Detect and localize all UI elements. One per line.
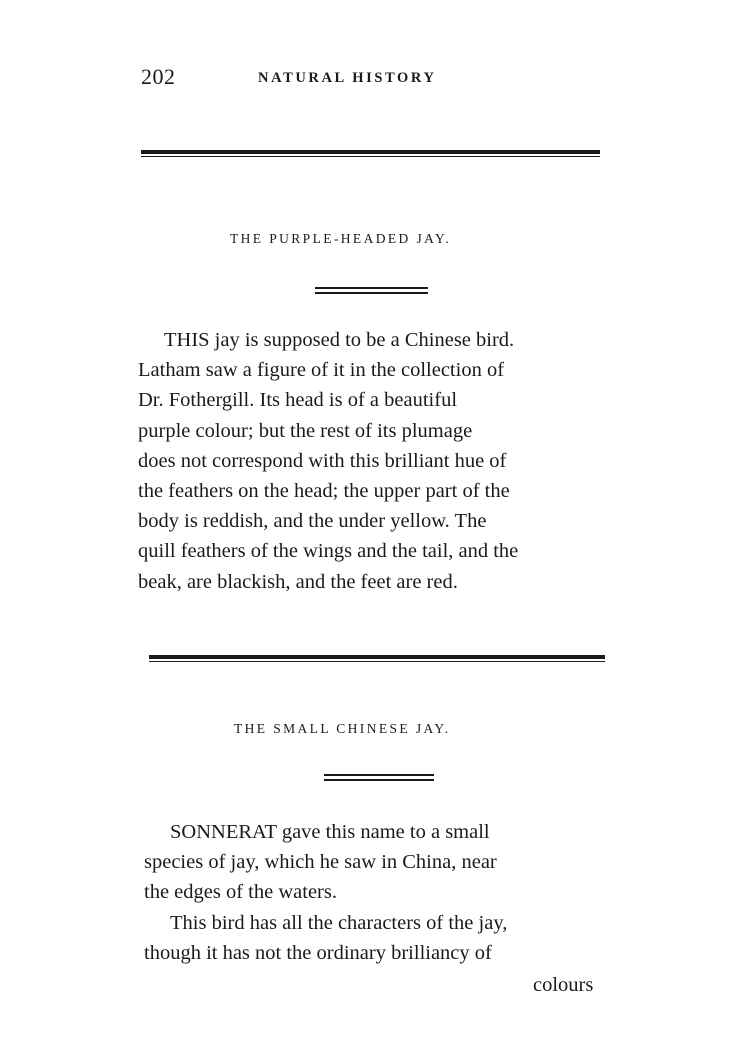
section-divider-rule [149, 655, 605, 662]
title-rule [315, 287, 428, 294]
header-rule [141, 150, 600, 157]
text-line: does not correspond with this brilliant hue of [138, 449, 507, 472]
text-line: SONNERAT gave this name to a small [170, 821, 490, 843]
text-line: the feathers on the head; the upper part of the [138, 479, 510, 502]
section-body [138, 325, 613, 597]
section-body [144, 817, 614, 968]
section-title: THE SMALL CHINESE JAY. [234, 721, 451, 736]
text-line: THIS jay is supposed to be a Chinese bird. [164, 329, 515, 351]
text-line: This bird has all the characters of the jay, [170, 911, 508, 934]
text-line: though it has not the ordinary brilliancy of [144, 941, 492, 964]
title-rule [324, 774, 434, 781]
text-line: beak, are blackish, and the feet are red. [138, 570, 458, 593]
text-line: quill feathers of the wings and the tail, and the [138, 540, 519, 563]
text-line: body is reddish, and the under yellow. The [138, 510, 487, 533]
text-line: Dr. Fothergill. Its head is of a beautiful [138, 389, 458, 412]
text-line: purple colour; but the rest of its plumage [138, 419, 473, 442]
page-number: 202 [141, 64, 176, 89]
catchword: colours [533, 974, 594, 996]
text-line: Latham saw a figure of it in the collection of [138, 359, 505, 382]
text-line: species of jay, which he saw in China, near [144, 851, 497, 874]
running-head: NATURAL HISTORY [258, 70, 437, 86]
text-line: the edges of the waters. [144, 881, 337, 904]
section-title: THE PURPLE-HEADED JAY. [230, 231, 452, 246]
